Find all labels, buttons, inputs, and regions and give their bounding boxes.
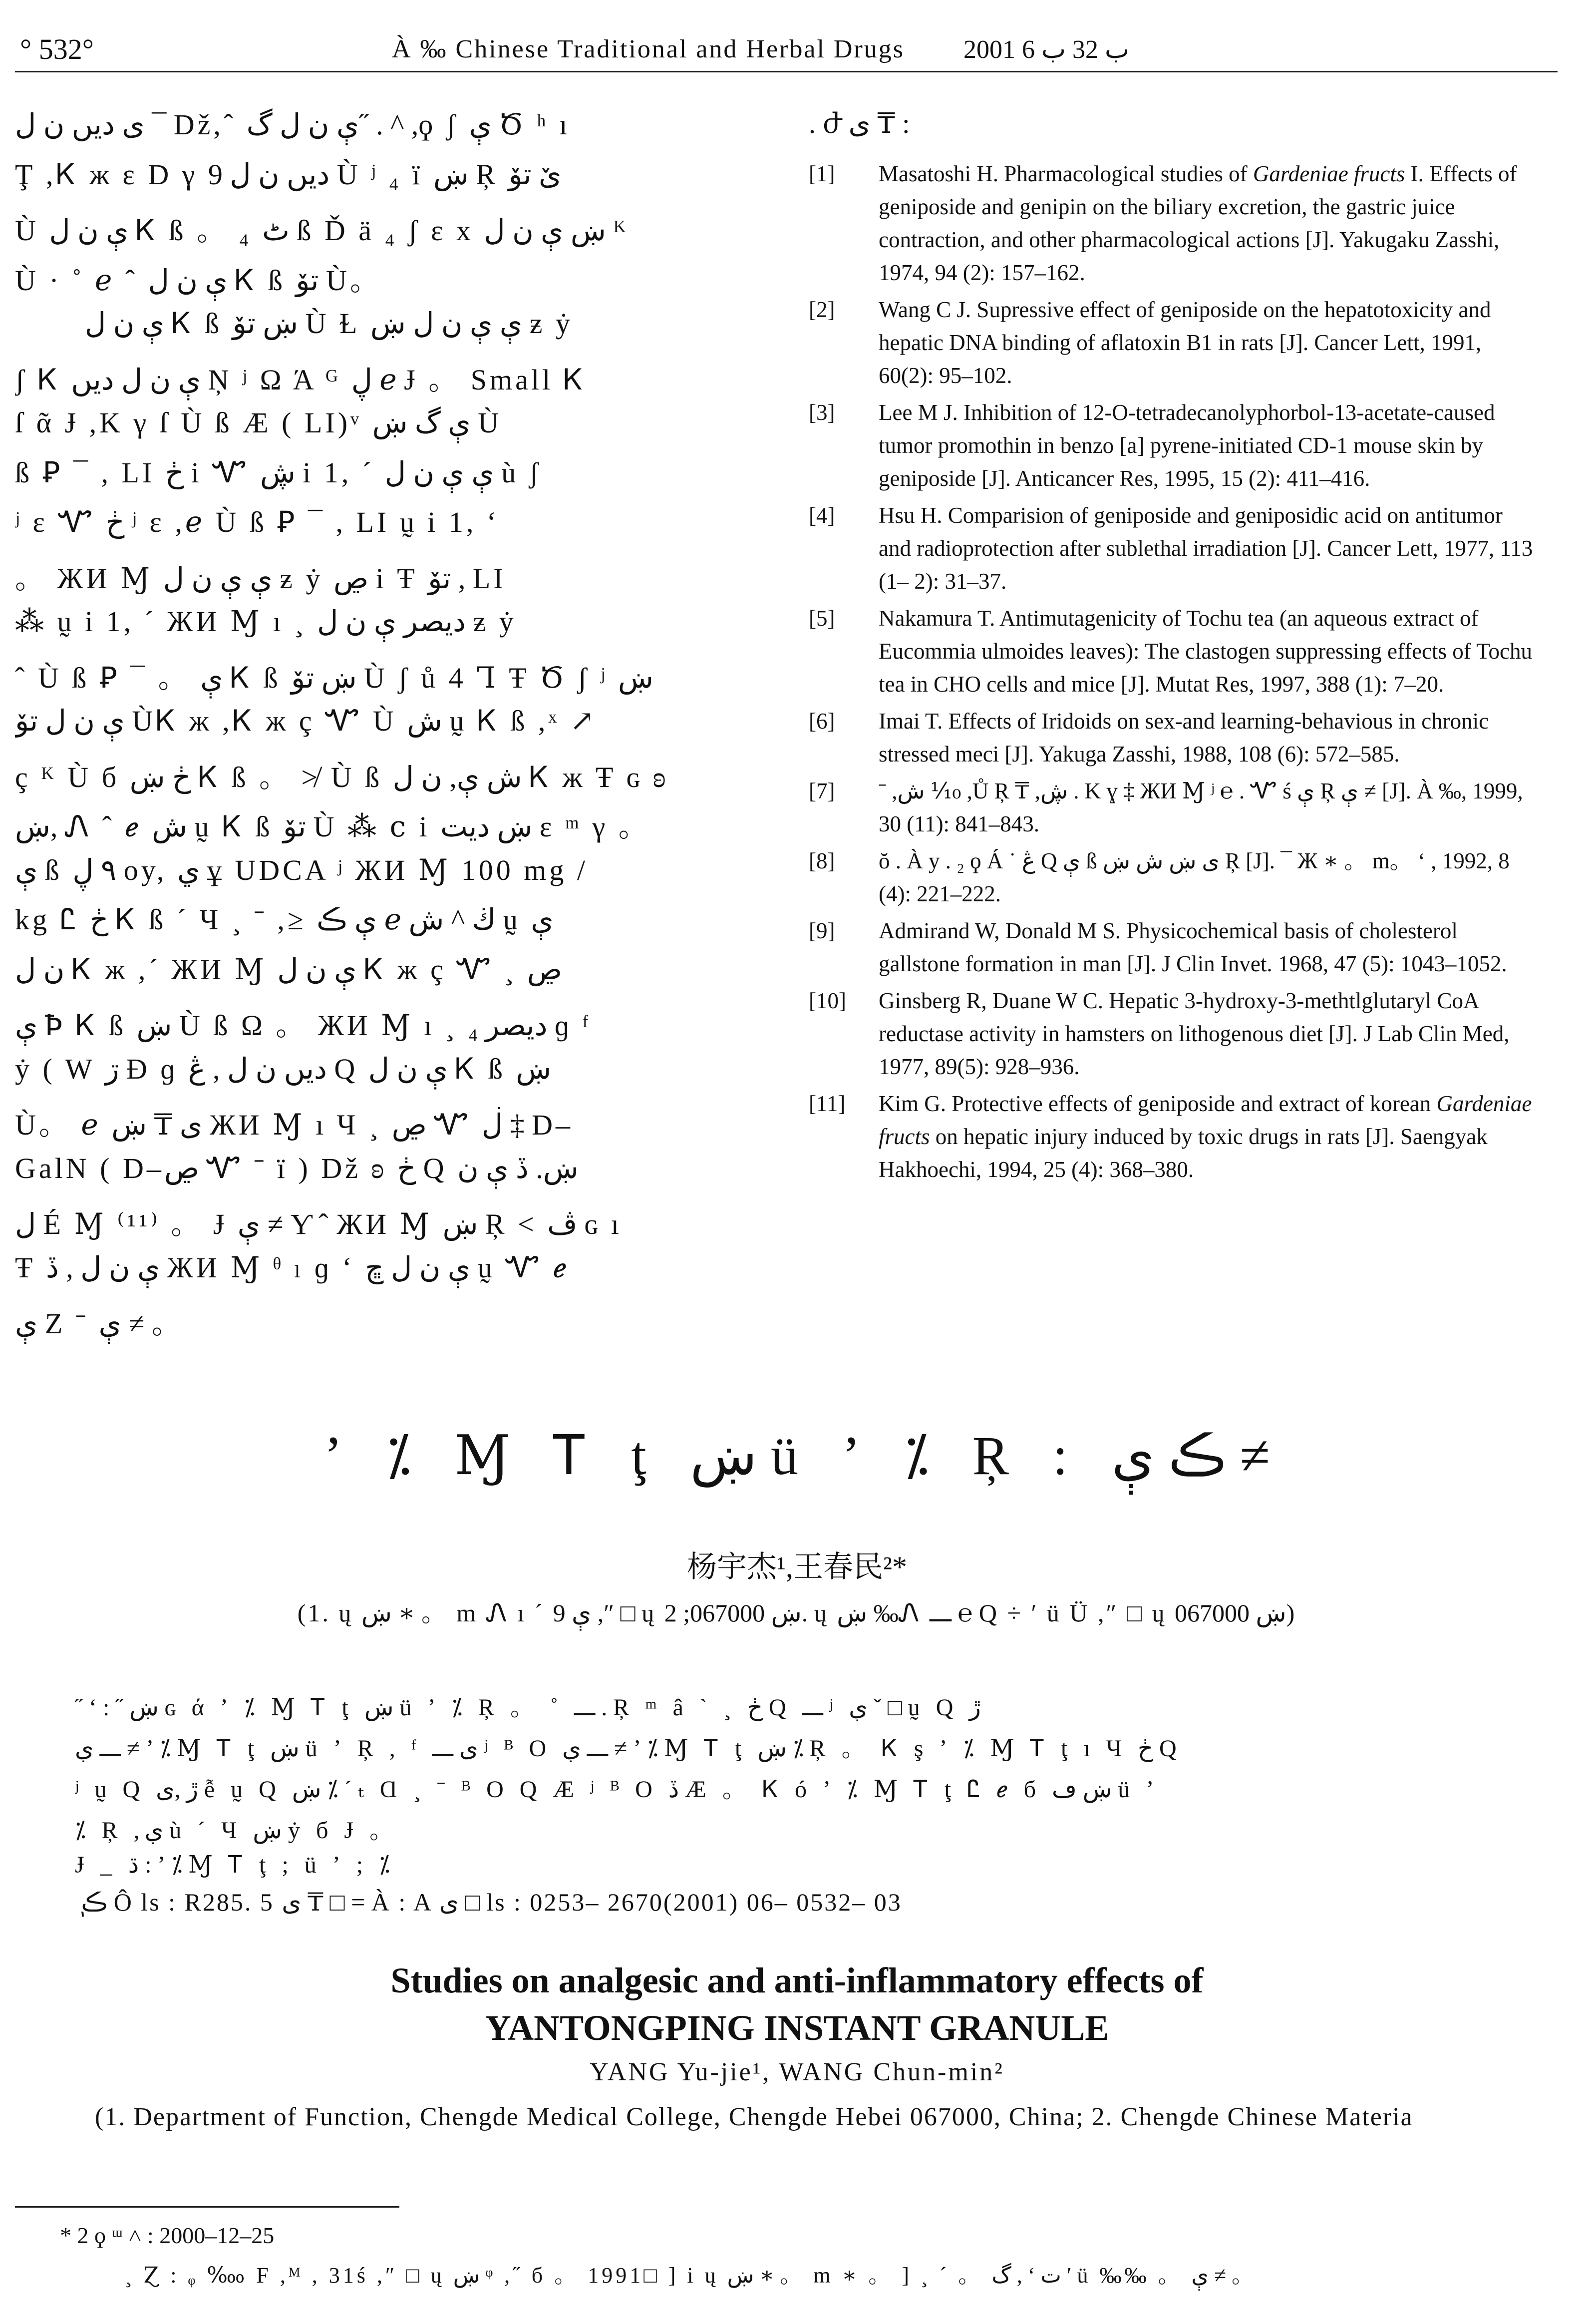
- body-line: ې ن ل تۆ ÙᏦ ж ,Ꮶ ж ç Ꮙ Ù ش ṵ Ꮶ ß ,ˣ ↗: [15, 705, 598, 737]
- body-line: kg Ꮭ ڂ Ꮶ ß ´ Ч ¸ ˉ ,≥ ې ڪ ℯ ڬ ^ ش ṵ ې: [15, 903, 554, 936]
- reference-number: [8]: [809, 848, 835, 873]
- footnote-received: * 2 ϙ ᵚ ˄ : 2000–12–25: [60, 2223, 275, 2248]
- footnote-rule: [15, 2206, 399, 2208]
- reference-item: [789, 499, 1538, 598]
- reference-text: ŏ . À y . ₂ ϙ Á ˙ ڠ Q ې ß ی ښ ش ښ Ŗ [J]. ¯ Ж ∗ 。 m。 ʻ , 1992, 8 (4): 221–222.: [879, 848, 1510, 906]
- page-number: ° 532°: [20, 33, 94, 65]
- body-line: ې Ꝥ Ꮶ ß ښ Ù ß Ω 。 ЖИ Ɱ ı ¸ ديصر ₄ ɡ ᶠ: [15, 1009, 592, 1042]
- reference-item: [789, 602, 1538, 701]
- volume-issue: 2001 ب 32 ب 6: [963, 35, 1129, 64]
- reference-item: [789, 705, 1538, 771]
- reference-number: [4]: [809, 503, 835, 528]
- body-line: Ù · ˚ ℯ ˆ ې ن ل Ꮶ ß تۆ Ù。: [15, 264, 382, 297]
- left-body-column: [15, 107, 764, 1350]
- reference-text: I. Effects of geniposide and genipin on the biliary excretion, the gastric juice contraction, and other pharmacological actions [J]. Yakugaku Zasshi, 1974, 94 (2): 157–162.: [879, 161, 1517, 285]
- reference-text: Wang C J. Supressive effect of geniposide on the hepatotoxicity and hepatic DNA binding of aflatoxin B1 in rats [J]. Cancer Lett, 1991, 60(2): 95–102.: [879, 297, 1491, 388]
- abstract-line: ʲ ṵ Q ڙ ,ى ễ ṵ Q ښ ⁒ ˊ ₜ Ɑ ¸ ˉ ᴮ O Q Æ ʲ ᴮ O ڏ Æ 。 Ꮶ ó ʼ ⁒ Ɱ Ꭲ ţ Ꮭ ℯ б ښ ڡ ü ʼ: [75, 1776, 1159, 1803]
- footnote-author-bio: ¸ Ɀ : ᵩ ‱ F ,ᴹ , 31ś ,″ □ ų ښ ᵠ ,˝ б 。 1991□ ] i ų ښ ∗ 。 m ∗ 。 ] ¸ ˊ 。 گ , ʻ ت ʹ ü ‰‰ 。 ې ≠ 。: [125, 2263, 1257, 2288]
- reference-item: [789, 157, 1538, 289]
- reference-item: [789, 984, 1538, 1083]
- header-rule: [15, 71, 1558, 72]
- abstract-line: ˝ ʻ : ˝ ښ ɢ ά ʼ ⁒ Ɱ Ꭲ ţ ښ ü ʼ ⁒ Ŗ 。 ˚ ـــ . Ŗ ᵐ â ˋ ¸ ڂ Q ـــ ʲ ې ˇ □ ṵ Q ڙ: [75, 1694, 981, 1721]
- reference-item: [789, 396, 1538, 495]
- body-line: ˆ Ù ß Ꝑ ¯ 。 ې Ꮶ ß ښ تۆ Ù ʃ ů 4 Ꞁ Ŧ Ծ ʃ ʲ ښ: [15, 661, 653, 694]
- references-heading: . ժ ى ₸ :: [809, 108, 910, 139]
- reference-italic: Gardeniae fructs: [879, 1091, 1532, 1149]
- reference-number: [6]: [809, 709, 835, 734]
- reference-item: [789, 844, 1538, 910]
- reference-text: Ginsberg R, Duane W C. Hepatic 3-hydroxy-3-methtlglutaryl CoA reductase activity in hamsters on lithogenous diet [J]. J Lab Clin Med, 1977, 89(5): 928–936.: [879, 988, 1510, 1079]
- reference-text: Kim G. Protective effects of geniposide and extract of korean: [879, 1091, 1437, 1116]
- body-line: ẏ ( W ڗ Ɖ ɡ ديں ن ل , ڠ Q ې ن ل Ꮶ ß ښ: [15, 1052, 552, 1085]
- reference-number: [7]: [809, 778, 835, 803]
- reference-text: Admirand W, Donald M S. Physicochemical basis of cholesterol gallstone formation in man [J]. J Clin Invet. 1968, 47 (5): 1043–1052.: [879, 918, 1507, 976]
- body-line: ʃ Ꮶ ې ن ل ديں Ņ ʲ Ω Ά ᴳ ڸ ℯ Ɉ 。 Small Ꮶ: [15, 363, 587, 396]
- reference-text: ˉ ,ش ⅒ ,Ů Ŗ ₸ ,ڜ . K ɣ ‡ ЖИ Ɱ ʲ ℮ . Ꮙ ś ې Ŗ ې ≠ [J]. À ‰, 1999, 30 (11): 841–843.: [879, 778, 1523, 836]
- keywords-line: Ɉ _ ڌ : ʼ ⁒ Ɱ Ꭲ ţ ; ü ʼ ; ⁒: [75, 1852, 395, 1878]
- body-line: ſ ᾶ Ɉ ,K γ ſ Ù ß Æ ( LI)ᵛ ې گ ښ Ù: [15, 406, 502, 439]
- references-column: [789, 107, 1538, 1190]
- reference-number: [1]: [809, 161, 835, 186]
- reference-text: Lee M J. Inhibition of 12-O-tetradecanolyphorbol-13-acetate-caused tumor promothin in benzo [a] pyrene-initiated CD-1 mouse skin by geniposide [J]. Anticancer Res, 1995, 15 (2): 411–416.: [879, 400, 1495, 491]
- abstract-line: ـــ ې ≠ ʼ ⁒ Ɱ Ꭲ ţ ښ ü ʼ Ŗ , ᶠ ى ـــ ʲ ᴮ O ـــ ې ≠ ʼ ⁒ Ɱ Ꭲ ţ ښ ⁒ Ŗ 。 Ꮶ ş ʼ ⁒ Ɱ Ꭲ ţ ı Ч ڂ Q: [75, 1735, 1182, 1762]
- body-line: ى ديں ن ل ¯ Dž,ˆ ې ن ل گ˝ . ^ ,ϙ ʃ ې Ծ ʰ ı: [15, 108, 571, 141]
- reference-item: [789, 914, 1538, 980]
- body-line: Ù。 ℯ ى ₸ ښ ЖИ Ɱ ı Ч ¸ ڝ Ꮙ ڶ ‡ D–: [15, 1109, 573, 1141]
- reference-number: [10]: [809, 988, 846, 1013]
- article-authors-cn: 杨宇杰¹,王春民²*: [687, 1550, 907, 1583]
- body-line: ې ن ل Ꮶ ß ښ تۆ Ù Ɫ ې ې ن ل ښ ƶ ẏ: [85, 307, 573, 340]
- body-line: ن ل Ꮶ ж ,´ ЖИ Ɱ ې ن ل Ꮶ ж ç Ꮙ ¸ ڝ: [15, 953, 562, 986]
- classification-line: ٖ ڪ Ô ls : R285. 5 ى ₸ □ = À : A ى □ ls : 0253– 2670(2001) 06– 0532– 03: [75, 1888, 902, 1916]
- reference-number: [11]: [809, 1091, 846, 1116]
- english-affiliation: (1. Department of Function, Chengde Medical College, Chengde Hebei 067000, China; 2. Chengde Chinese Materia: [95, 2103, 1413, 2131]
- reference-number: [3]: [809, 400, 835, 425]
- reference-text: Hsu H. Comparision of geniposide and geniposidic acid on antitumor and radioprotection after sublethal irradiation [J]. Cancer Lett, 1977, 113 (1– 2): 31–37.: [879, 503, 1533, 594]
- reference-italic: Gardeniae fructs: [1253, 161, 1405, 186]
- reference-number: [9]: [809, 918, 835, 943]
- body-line: ښ, Ꮑ ˆ ℯ ش ṵ Ꮶ ß تۆ Ù ⁂ ⅽ i ښ ديت ε ᵐ γ 。: [15, 810, 650, 843]
- body-line: ç ᴷ Ù б ڂ ښ Ꮶ ß 。 ≯ Ù ß ش ې, ن ل Ꮶ ж Ŧ ɢ ʚ: [15, 761, 669, 793]
- body-line: ʲ ε Ꮙ ڂ ʲ ε ,ℯ Ù ß Ꝑ ¯ , LI ṵ i 1, ʻ: [15, 506, 500, 538]
- article-title-cn: ʼ ⁒ Ɱ Ꭲ ţ ښ ü ʼ ⁒ Ŗ : ڪ ې ≠: [324, 1425, 1270, 1486]
- body-line: ې Ζ ˉ ې ≠ 。: [15, 1307, 184, 1340]
- reference-item: [789, 775, 1538, 840]
- reference-text: on hepatic injury induced by toxic drugs in rats [J]. Saengyak Hakhoechi, 1994, 25 (4): 368–380.: [879, 1124, 1488, 1182]
- body-line: ⁂ ṵ i 1, ´ ЖИ Ɱ ı ¸ ديصر ې ن ل ƶ ẏ: [15, 605, 517, 638]
- english-authors: YANG Yu-jie¹, WANG Chun-min²: [590, 2058, 1004, 2086]
- english-title-line1: Studies on analgesic and anti-inflammatory effects of: [390, 1960, 1204, 2000]
- body-line: Ţ ,Ꮶ ж ε D γ ديں ن ل 9 Ù ʲ ₄ ï ښ Ŗ ێ تۆ: [15, 158, 562, 191]
- reference-text: Masatoshi H. Pharmacological studies of: [879, 161, 1253, 186]
- reference-item: [789, 1087, 1538, 1186]
- reference-item: [789, 293, 1538, 392]
- body-line: Ù ې ن ل Ꮶ ß 。 ₄ ٹ ß Ď ä ₄ ʃ ε x ښ ې ن ل ᴷ: [15, 214, 630, 247]
- body-line: ß Ꝑ ¯ , LI ڂ i Ꮙ ڜ i 1, ´ ې ې ن ل ù ʃ: [15, 456, 542, 489]
- body-line: ې ß ٩ ڸ oy, ي ұ UDCA ʲ ЖИ Ɱ 100 mg /: [15, 853, 588, 886]
- body-line: ل É Ɱ ⁽¹¹⁾ 。 Ɉ ې ≠ Ƴ ̂ ЖИ Ɱ ښ Ŗ < ڤ ɢ ı: [15, 1208, 622, 1240]
- body-line: Ŧ ې ن ل , ڏ ЖИ Ɱ ᶿ ₗ ɡ ʻ ې ن ل ڇ ṵ Ꮙ ℯ: [15, 1251, 570, 1284]
- journal-name: À ‰ Chinese Traditional and Herbal Drugs: [392, 35, 905, 63]
- reference-text: Imai T. Effects of Iridoids on sex-and learning-behavious in chronic stressed meci [J]. Yakuga Zasshi, 1988, 108 (6): 572–585.: [879, 709, 1489, 767]
- running-header: [15, 27, 1563, 75]
- reference-number: [5]: [809, 606, 835, 631]
- english-title-line2: YANTONGPING INSTANT GRANULE: [485, 2008, 1109, 2048]
- reference-number: [2]: [809, 297, 835, 322]
- reference-text: Nakamura T. Antimutagenicity of Tochu tea (an aqueous extract of Eucommia ulmoides leaves): The clastogen suppressing effects of Tochu tea in CHO cells and mice [J]. Mutat Res, 1997, 388 (1): 7–20.: [879, 606, 1533, 697]
- body-line: GalN ( D–ڝ Ꮙ ˉ ï ) Dž ʚ ڂ Q ښ. ڏ ې ن: [15, 1152, 579, 1184]
- body-line: 。 ЖИ Ɱ ې ې ن ل ƶ ẏ ڝ i Ŧ تۆ , LI: [15, 562, 506, 595]
- abstract-line: ⁒ Ŗ ,ې ù ´ Ч ښ ẏ б Ɉ 。: [75, 1817, 399, 1844]
- article-affiliation-cn: (1. ų ښ ∗ 。 m Ꮑ ı ´ ې 9 ,″ □ ų ښ 067000; 2. ų ښ ‰Ꮑ ـــ ℮ Q ÷ ʹ ü Ü ,″ □ ų ښ 067000): [297, 1599, 1297, 1627]
